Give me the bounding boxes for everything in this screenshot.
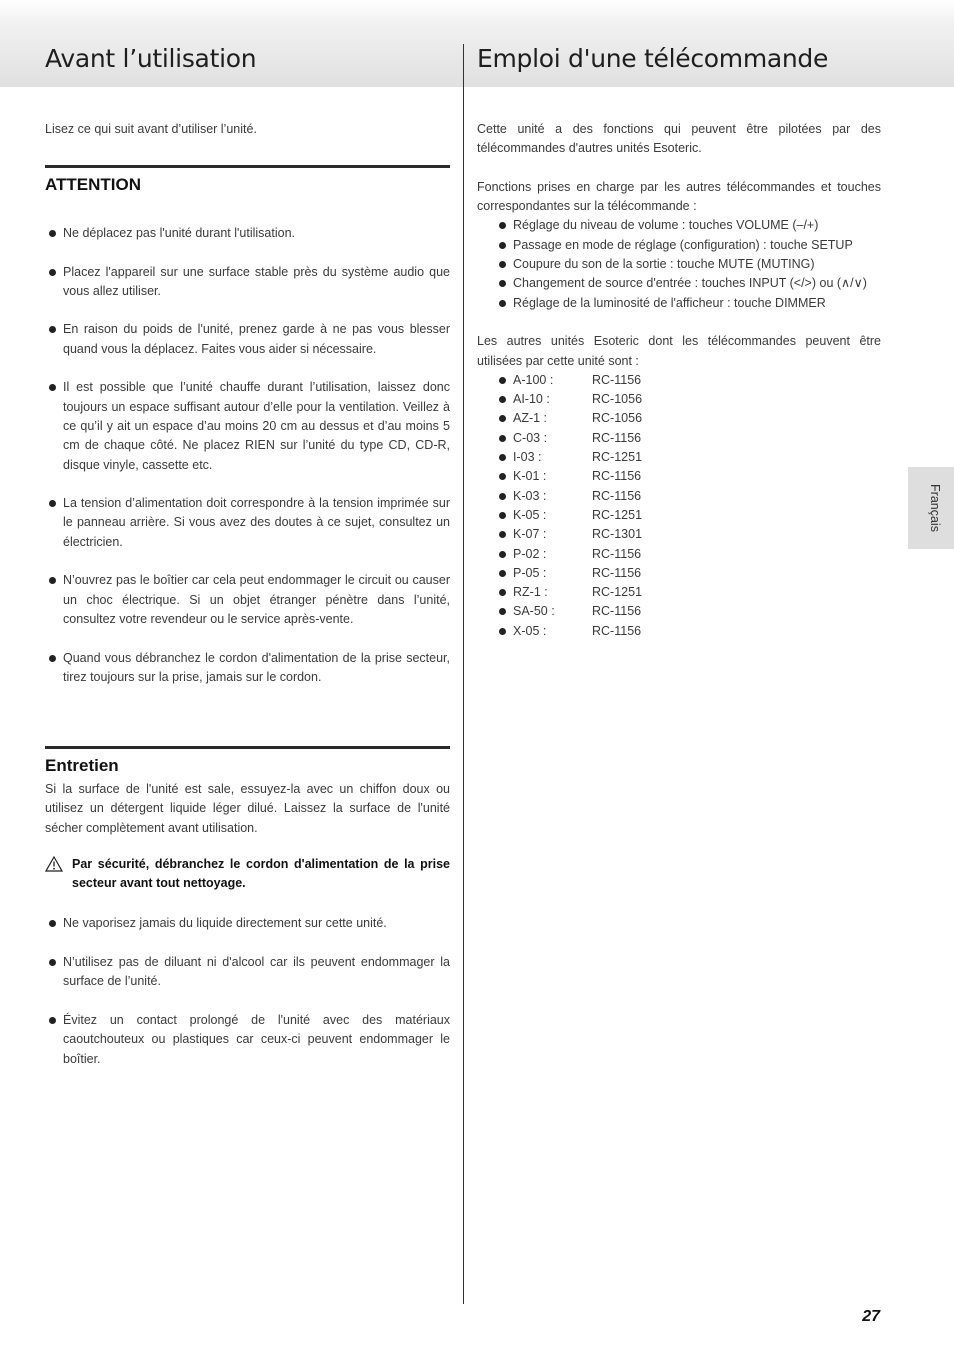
entretien-heading: Entretien [45,756,119,775]
list-item: N’utilisez pas de diluant ni d'alcool car ils peuvent endommager la surface de l’unité. [45,953,450,992]
remote-intro: Cette unité a des fonctions qui peuvent être pilotées par des télécommandes d'autres unités Esoteric. [477,122,881,156]
section-rule [45,746,450,749]
list-item: Évitez un contact prolongé de l'unité avec des matériaux caoutchouteux ou plastiques car ceux-ci peuvent endommager le boîtier. [45,1011,450,1069]
list-item: Réglage du niveau de volume : touches VOLUME (–/+) [477,216,881,235]
right-page-title: Emploi d'une télécommande [477,44,829,73]
entretien-section [45,746,450,1088]
list-item: K-01 : RC-1156 [477,467,881,486]
list-item: Ne vaporisez jamais du liquide directement sur cette unité. [45,914,450,933]
list-item: Coupure du son de la sortie : touche MUTE (MUTING) [477,255,881,274]
left-column [45,120,450,139]
list-item: Il est possible que l’unité chauffe durant l’utilisation, laissez donc toujours un espace suffisant autour d’elle pour la ventilation. Veillez à ce qu’il y ait un espace d’au moins 20 cm au dessus et d’au moins 5 cm de chaque côté. Ne placez RIEN sur l’unité du type CD, CD-R, disque vinyle, cassette etc. [45,378,450,474]
attention-section [45,165,450,706]
list-item: Réglage de la luminosité de l'afficheur : touche DIMMER [477,294,881,313]
section-rule [45,165,450,168]
models-list [477,371,881,641]
list-item: A-100 : RC-1156 [477,371,881,390]
list-item: C-03 : RC-1156 [477,429,881,448]
entretien-list [45,914,450,1068]
right-column [477,120,881,641]
intro-text: Lisez ce qui suit avant d’utiliser l’unité. [45,122,257,136]
list-item: Ne déplacez pas l'unité durant l'utilisation. [45,224,450,243]
list-item: La tension d’alimentation doit correspondre à la tension imprimée sur le panneau arrière. Si vous avez des doutes à ce sujet, consultez un électricien. [45,494,450,552]
warning-note [45,855,450,894]
language-tab [908,467,954,549]
column-divider [463,44,464,1304]
warning-triangle-icon [45,856,63,872]
list-item: SA-50 : RC-1156 [477,602,881,621]
list-item: Passage en mode de réglage (configuration) : touche SETUP [477,236,881,255]
attention-heading: ATTENTION [45,175,142,194]
list-item: K-05 : RC-1251 [477,506,881,525]
list-item: K-07 : RC-1301 [477,525,881,544]
functions-list [477,216,881,312]
list-item: En raison du poids de l'unité, prenez garde à ne pas vous blesser quand vous la déplacez. Faites vous aider si nécessaire. [45,320,450,359]
list-item: Quand vous débranchez le cordon d'alimentation de la prise secteur, tirez toujours sur la prise, jamais sur le cordon. [45,649,450,688]
list-item: RZ-1 : RC-1251 [477,583,881,602]
list-item: K-03 : RC-1156 [477,487,881,506]
list-item: Placez l'appareil sur une surface stable près du système audio que vous allez utiliser. [45,263,450,302]
language-tab-label: Français [928,484,942,532]
list-item: I-03 : RC-1251 [477,448,881,467]
models-intro: Les autres unités Esoteric dont les télécommandes peuvent être utilisées par cette unité sont : [477,334,881,368]
list-item: AZ-1 : RC-1056 [477,409,881,428]
list-item: N’ouvrez pas le boîtier car cela peut endommager le circuit ou causer un choc électrique. Si un objet étranger pénètre dans l’unité, consultez votre revendeur ou le service après-vente. [45,571,450,629]
entretien-text: Si la surface de l'unité est sale, essuyez-la avec un chiffon doux ou utilisez un détergent liquide léger dilué. Laissez la surface de l'unité sécher complètement avant utilisation. [45,782,450,835]
attention-list [45,224,450,687]
list-item: Changement de source d'entrée : touches INPUT (</>) ou (∧/∨) [477,274,881,293]
warning-text: Par sécurité, débranchez le cordon d'alimentation de la prise secteur avant tout nettoyage. [72,856,450,891]
left-page-title: Avant l’utilisation [45,44,257,73]
list-item: AI-10 : RC-1056 [477,390,881,409]
list-item: X-05 : RC-1156 [477,622,881,641]
functions-intro: Fonctions prises en charge par les autres télécommandes et touches correspondantes sur la télécommande : [477,179,881,214]
list-item: P-02 : RC-1156 [477,545,881,564]
list-item: P-05 : RC-1156 [477,564,881,583]
page-number: 27 [862,1308,880,1325]
